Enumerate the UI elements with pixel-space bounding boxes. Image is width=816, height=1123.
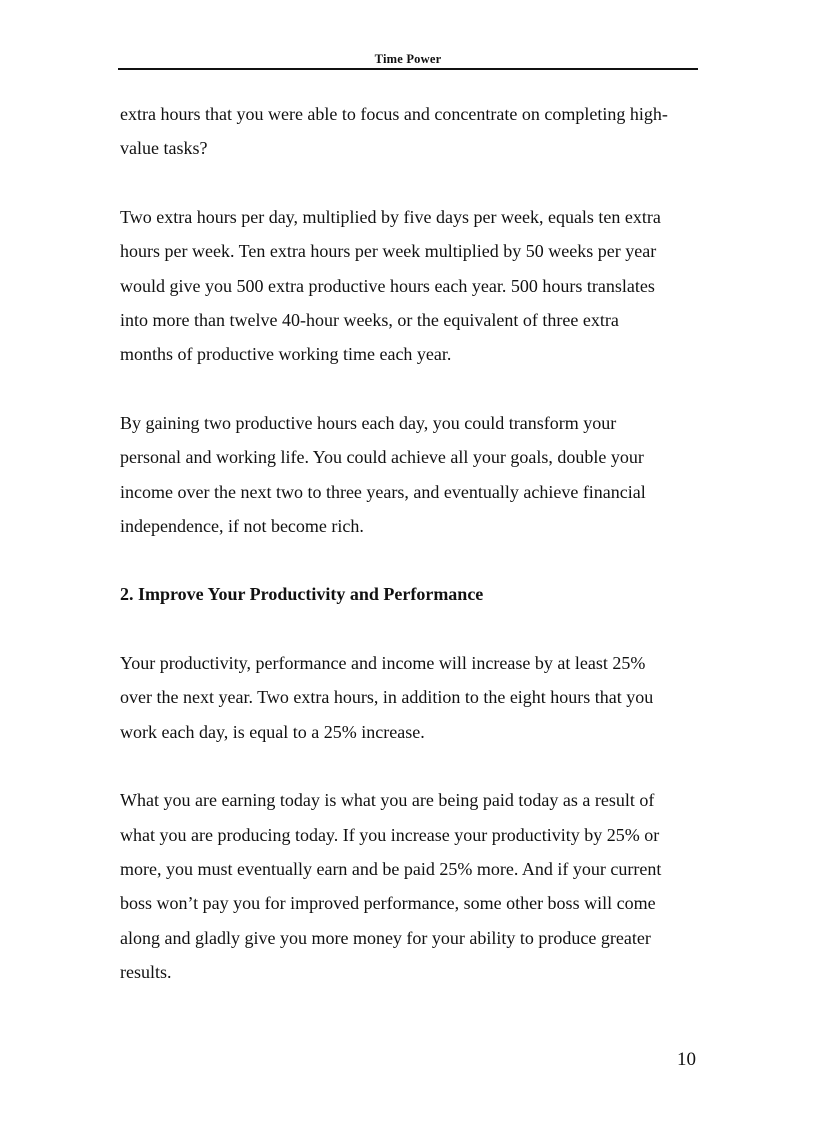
text-line: Your productivity, performance and income will increase by at least 25% [120,652,646,673]
text-line: months of productive working time each year. [120,344,452,365]
text-line: along and gladly give you more money for your ability to produce greater [120,927,651,948]
text-line: By gaining two productive hours each day, you could transform your [120,412,617,433]
text-line: personal and working life. You could achieve all your goals, double your [120,447,644,468]
text-line: more, you must eventually earn and be paid 25% more. And if your current [120,858,662,879]
text-line: What you are earning today is what you are being paid today as a result of [120,790,655,811]
paragraph [120,783,700,989]
text-line: into more than twelve 40-hour weeks, or the equivalent of three extra [120,310,619,331]
paragraph [120,646,700,749]
body-text [120,97,700,1024]
text-line: Two extra hours per day, multiplied by five days per week, equals ten extra [120,206,661,227]
text-line: independence, if not become rich. [120,516,364,537]
running-header: Time Power [374,52,442,66]
text-line: income over the next two to three years, and eventually achieve financial [120,481,646,502]
text-line: would give you 500 extra productive hours each year. 500 hours translates [120,275,655,296]
paragraph [120,97,700,166]
paragraph [120,200,700,372]
page-number: 10 [677,1049,696,1070]
text-line: work each day, is equal to a 25% increase. [120,721,425,742]
text-line: what you are producing today. If you increase your productivity by 25% or [120,824,660,845]
section-heading: 2. Improve Your Productivity and Performance [120,584,484,605]
text-line: hours per week. Ten extra hours per week multiplied by 50 weeks per year [120,241,657,262]
text-line: extra hours that you were able to focus and concentrate on completing high- [120,104,668,124]
paragraph [120,406,700,544]
text-line: boss won’t pay you for improved performance, some other boss will come [120,893,656,914]
text-line: results. [120,962,172,983]
text-line: value tasks? [120,138,208,159]
text-line: over the next year. Two extra hours, in addition to the eight hours that you [120,687,654,708]
header-rule [118,68,698,70]
